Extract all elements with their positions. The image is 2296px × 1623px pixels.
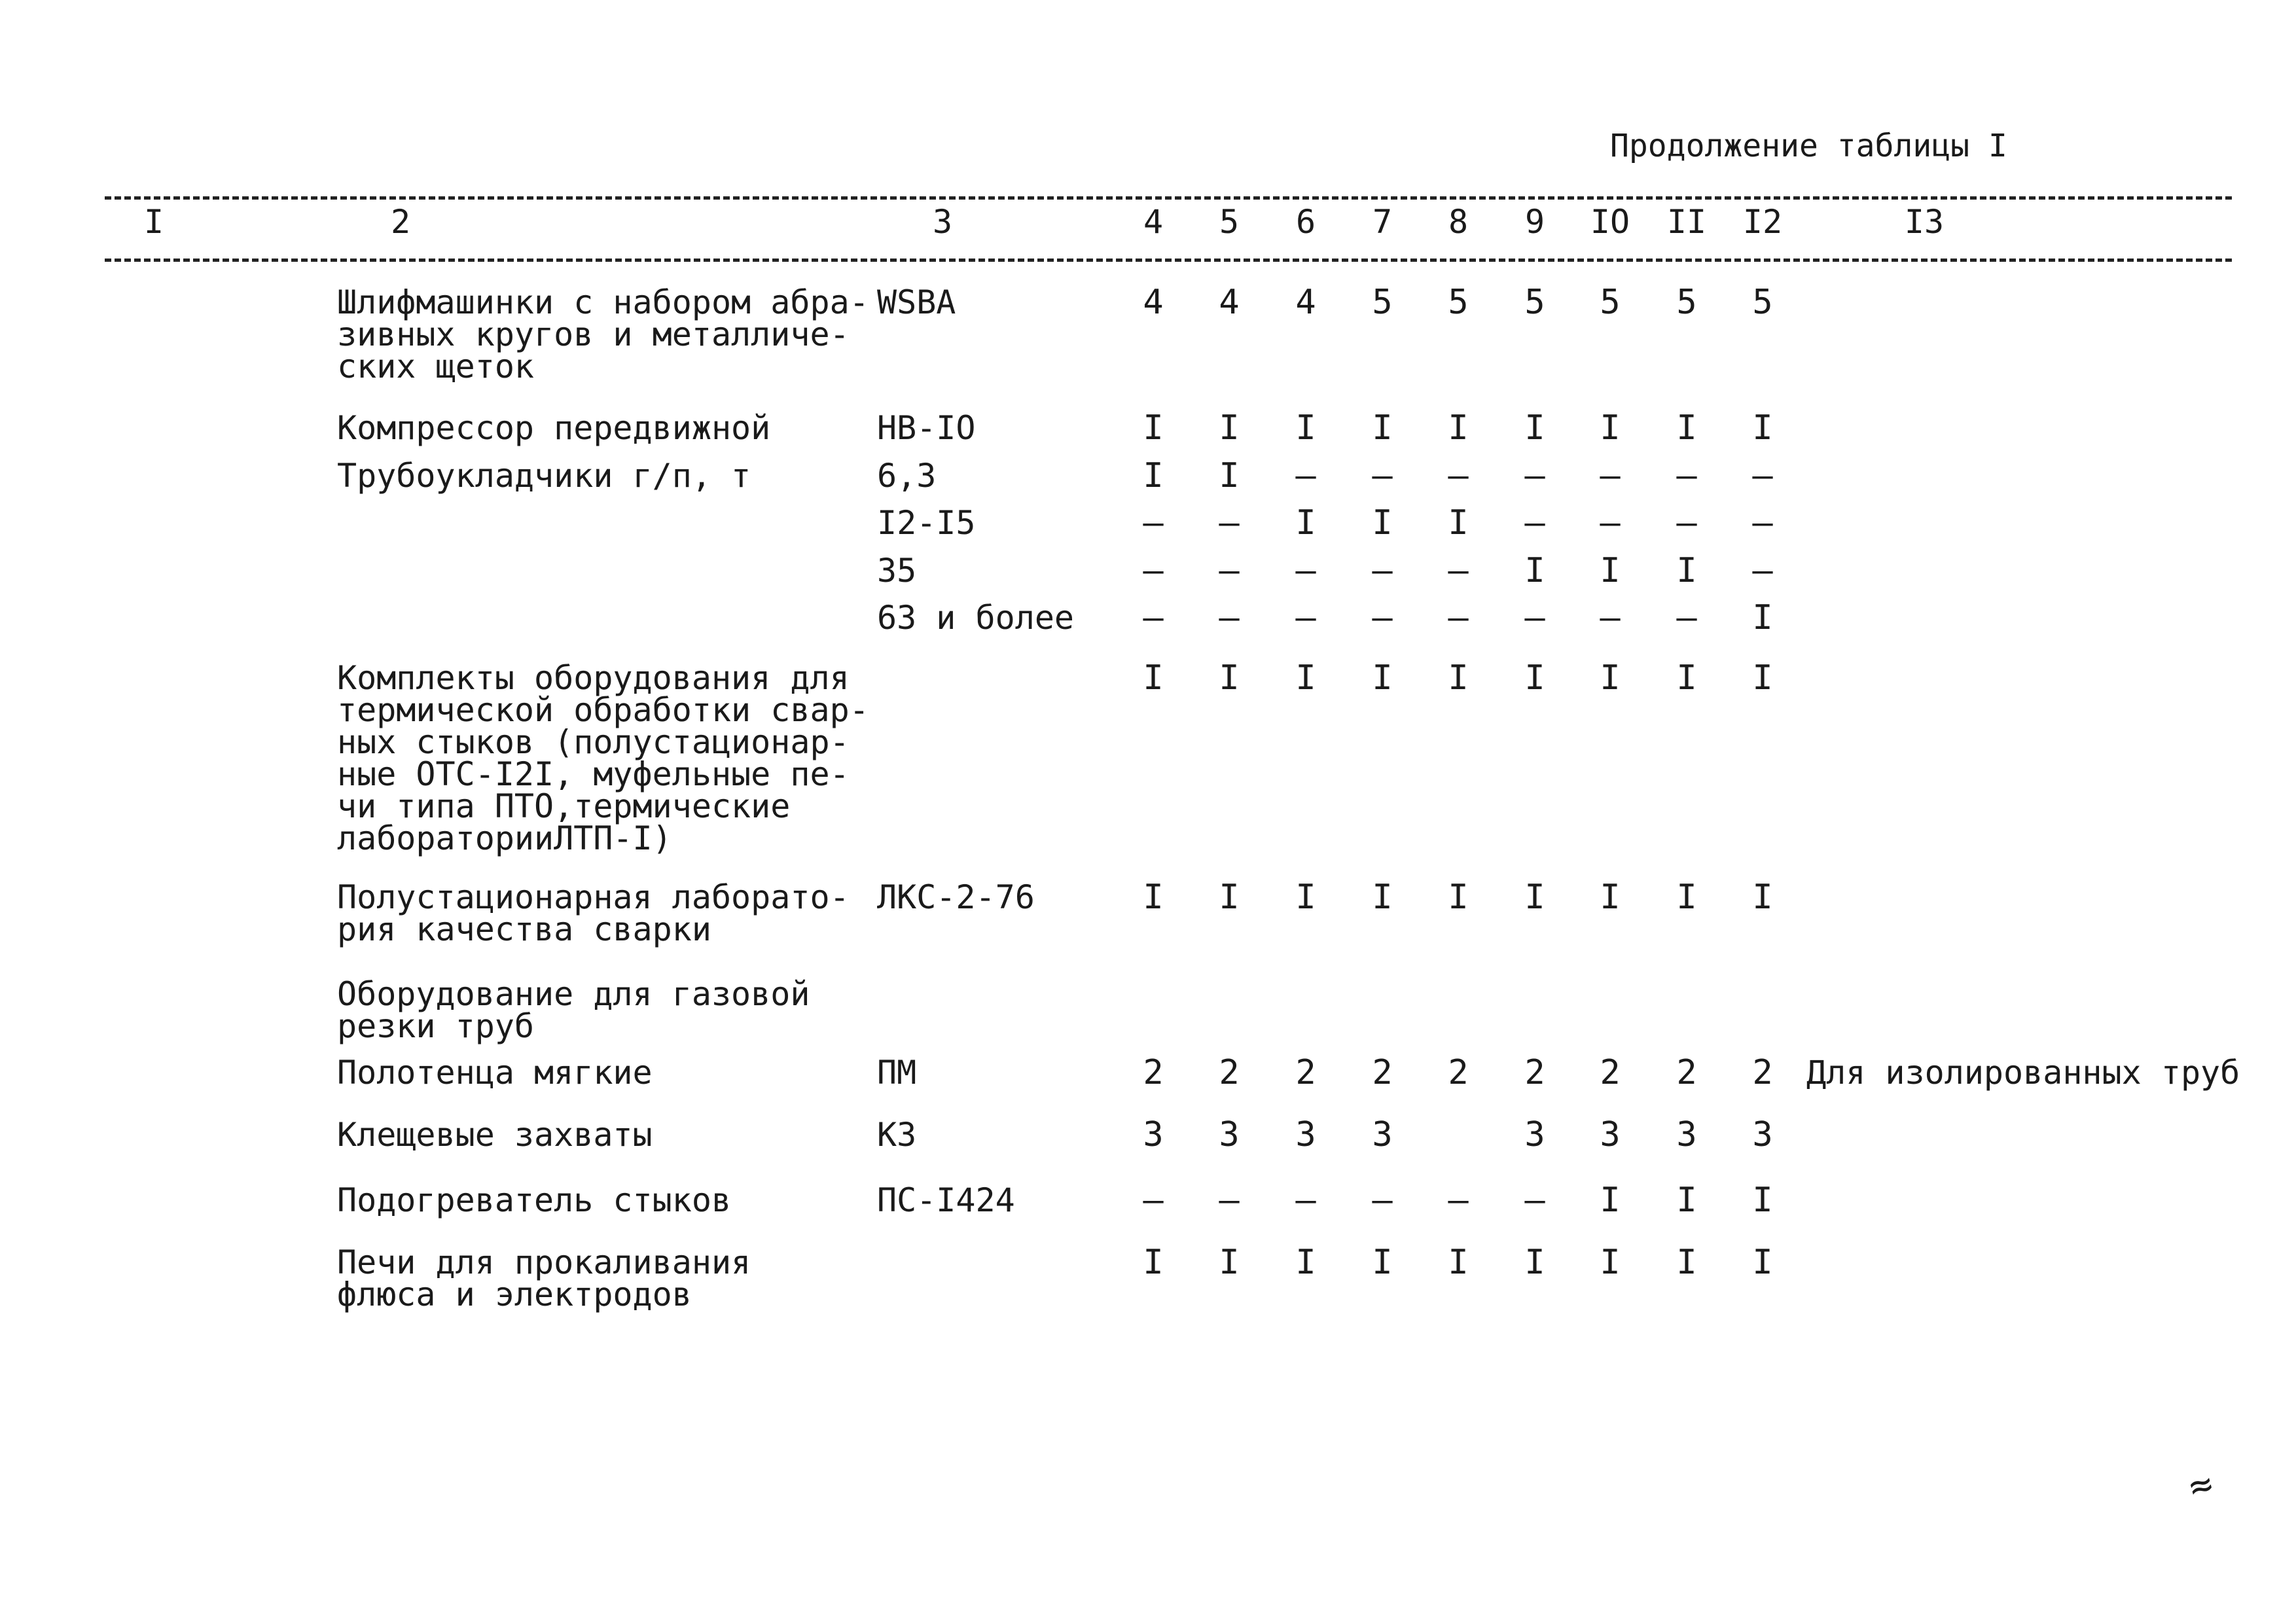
column-header: 3	[932, 203, 953, 241]
quantity-cell: –	[1448, 1181, 1469, 1220]
quantity-cell: –	[1676, 598, 1697, 637]
quantity-cell: I	[1295, 1243, 1316, 1282]
column-header: 4	[1143, 203, 1164, 241]
quantity-cell: I	[1372, 878, 1393, 917]
equipment-mark: ПС-I424	[877, 1181, 1015, 1219]
quantity-cell: I	[1219, 658, 1240, 698]
quantity-cell: 3	[1372, 1115, 1393, 1154]
column-header: 6	[1295, 203, 1316, 241]
quantity-cell: –	[1219, 598, 1240, 637]
equipment-name: Подогреватель стыков	[337, 1181, 732, 1219]
quantity-cell: 2	[1372, 1053, 1393, 1092]
quantity-cell: 3	[1219, 1115, 1240, 1154]
quantity-cell: 2	[1448, 1053, 1469, 1092]
quantity-cell: –	[1752, 551, 1773, 590]
quantity-cell: I	[1448, 878, 1469, 917]
equipment-name: Печи для прокаливания флюса и электродов	[337, 1243, 751, 1313]
quantity-cell: I	[1600, 1243, 1621, 1282]
quantity-cell: I	[1600, 1181, 1621, 1220]
equipment-mark: 63 и более	[877, 599, 1075, 637]
quantity-cell: I	[1752, 408, 1773, 448]
column-header: 8	[1448, 203, 1469, 241]
equipment-name: Полотенца мягкие	[337, 1054, 653, 1092]
quantity-cell: I	[1295, 408, 1316, 448]
quantity-cell: I	[1752, 878, 1773, 917]
quantity-cell: –	[1143, 503, 1164, 543]
column-header: 9	[1524, 203, 1545, 241]
quantity-cell: I	[1676, 551, 1697, 590]
quantity-cell: I	[1600, 658, 1621, 698]
column-header: II	[1666, 203, 1707, 241]
quantity-cell: –	[1752, 456, 1773, 495]
quantity-cell: –	[1143, 598, 1164, 637]
equipment-mark: ПМ	[877, 1054, 917, 1092]
row-note: Для изолированных труб	[1806, 1054, 2240, 1092]
quantity-cell: I	[1676, 658, 1697, 698]
quantity-cell: –	[1676, 456, 1697, 495]
quantity-cell: 5	[1752, 283, 1773, 322]
equipment-name: Шлифмашинки с набором абра- зивных кругов и металличе- ских щеток	[337, 283, 869, 385]
quantity-cell: –	[1600, 456, 1621, 495]
quantity-cell: –	[1372, 1181, 1393, 1220]
equipment-name: Полустационарная лаборато- рия качества сварки	[337, 878, 850, 948]
quantity-cell: I	[1600, 878, 1621, 917]
equipment-name: Комплекты оборудования для термической обработки свар- ных стыков (полустационар- ные ОТС-I2I, муфельные пе- чи типа ПТО,термические лабораторииЛТП-I)	[337, 659, 869, 857]
quantity-cell: 5	[1524, 283, 1545, 322]
quantity-cell: I	[1143, 1243, 1164, 1282]
quantity-cell: –	[1372, 551, 1393, 590]
quantity-cell: –	[1600, 598, 1621, 637]
equipment-mark: НВ-IO	[877, 409, 976, 447]
quantity-cell: I	[1752, 598, 1773, 637]
quantity-cell: –	[1295, 1181, 1316, 1220]
quantity-cell: 4	[1143, 283, 1164, 322]
table-caption: Продолжение таблицы I	[1610, 128, 2007, 164]
quantity-cell: –	[1448, 456, 1469, 495]
quantity-cell: I	[1752, 658, 1773, 698]
quantity-cell: I	[1524, 408, 1545, 448]
header-bottom-rule	[105, 259, 2232, 262]
quantity-cell: I	[1524, 1243, 1545, 1282]
quantity-cell: –	[1143, 1181, 1164, 1220]
column-header: I	[143, 203, 164, 241]
quantity-cell: I	[1448, 658, 1469, 698]
quantity-cell: –	[1295, 598, 1316, 637]
quantity-cell: I	[1143, 658, 1164, 698]
quantity-cell: 2	[1295, 1053, 1316, 1092]
quantity-cell: 4	[1219, 283, 1240, 322]
quantity-cell: 2	[1143, 1053, 1164, 1092]
quantity-cell: –	[1752, 503, 1773, 543]
quantity-cell: 5	[1676, 283, 1697, 322]
equipment-mark: 6,3	[877, 457, 937, 495]
quantity-cell: 5	[1600, 283, 1621, 322]
quantity-cell: I	[1524, 551, 1545, 590]
quantity-cell: –	[1219, 1181, 1240, 1220]
quantity-cell: I	[1372, 658, 1393, 698]
column-header: IO	[1590, 203, 1630, 241]
quantity-cell: I	[1600, 551, 1621, 590]
quantity-cell: –	[1295, 551, 1316, 590]
quantity-cell: 3	[1600, 1115, 1621, 1154]
equipment-mark: WSBA	[877, 283, 956, 321]
quantity-cell: I	[1752, 1181, 1773, 1220]
quantity-cell: –	[1448, 551, 1469, 590]
equipment-name: Компрессор передвижной	[337, 409, 771, 447]
quantity-cell: I	[1219, 456, 1240, 495]
quantity-cell: 3	[1295, 1115, 1316, 1154]
quantity-cell: –	[1524, 1181, 1545, 1220]
quantity-cell: 5	[1448, 283, 1469, 322]
quantity-cell: 2	[1676, 1053, 1697, 1092]
quantity-cell: I	[1600, 408, 1621, 448]
quantity-cell: I	[1524, 878, 1545, 917]
quantity-cell: I	[1372, 408, 1393, 448]
column-header: 2	[390, 203, 411, 241]
column-header: 5	[1219, 203, 1240, 241]
corner-mark: ≈	[2183, 1460, 2218, 1510]
quantity-cell: –	[1295, 456, 1316, 495]
quantity-cell: –	[1448, 598, 1469, 637]
quantity-cell: 3	[1143, 1115, 1164, 1154]
equipment-name: Трубоукладчики г/п, т	[337, 457, 751, 495]
quantity-cell: 2	[1752, 1053, 1773, 1092]
column-header: 7	[1372, 203, 1393, 241]
quantity-cell: –	[1372, 598, 1393, 637]
quantity-cell: I	[1676, 1181, 1697, 1220]
quantity-cell: I	[1295, 878, 1316, 917]
quantity-cell: I	[1219, 1243, 1240, 1282]
quantity-cell: I	[1676, 878, 1697, 917]
quantity-cell: I	[1524, 658, 1545, 698]
column-header: I2	[1742, 203, 1783, 241]
quantity-cell: –	[1143, 551, 1164, 590]
quantity-cell: 5	[1372, 283, 1393, 322]
quantity-cell: 2	[1600, 1053, 1621, 1092]
quantity-cell: I	[1219, 878, 1240, 917]
equipment-name: Клещевые захваты	[337, 1116, 653, 1154]
quantity-cell: I	[1295, 658, 1316, 698]
quantity-cell: I	[1448, 503, 1469, 543]
quantity-cell: I	[1448, 408, 1469, 448]
quantity-cell: I	[1143, 456, 1164, 495]
header-top-rule	[105, 196, 2232, 200]
quantity-cell: –	[1372, 456, 1393, 495]
equipment-mark: КЗ	[877, 1116, 917, 1154]
quantity-cell: I	[1219, 408, 1240, 448]
quantity-cell: –	[1676, 503, 1697, 543]
quantity-cell: 2	[1524, 1053, 1545, 1092]
quantity-cell: I	[1752, 1243, 1773, 1282]
quantity-cell: 3	[1524, 1115, 1545, 1154]
quantity-cell: 2	[1219, 1053, 1240, 1092]
quantity-cell: –	[1524, 503, 1545, 543]
quantity-cell: –	[1600, 503, 1621, 543]
quantity-cell: I	[1143, 878, 1164, 917]
column-header: I3	[1904, 203, 1945, 241]
quantity-cell: –	[1219, 503, 1240, 543]
quantity-cell: 3	[1752, 1115, 1773, 1154]
equipment-name: Оборудование для газовой резки труб	[337, 975, 810, 1045]
quantity-cell: 4	[1295, 283, 1316, 322]
equipment-mark: 35	[877, 552, 917, 590]
equipment-mark: I2-I5	[877, 504, 976, 542]
quantity-cell: I	[1143, 408, 1164, 448]
quantity-cell: I	[1372, 1243, 1393, 1282]
quantity-cell: I	[1676, 1243, 1697, 1282]
quantity-cell: –	[1524, 598, 1545, 637]
quantity-cell: I	[1676, 408, 1697, 448]
quantity-cell: I	[1295, 503, 1316, 543]
quantity-cell: –	[1219, 551, 1240, 590]
quantity-cell: 3	[1676, 1115, 1697, 1154]
equipment-mark: ЛКС-2-76	[877, 878, 1035, 916]
quantity-cell: –	[1524, 456, 1545, 495]
quantity-cell: I	[1448, 1243, 1469, 1282]
quantity-cell: I	[1372, 503, 1393, 543]
